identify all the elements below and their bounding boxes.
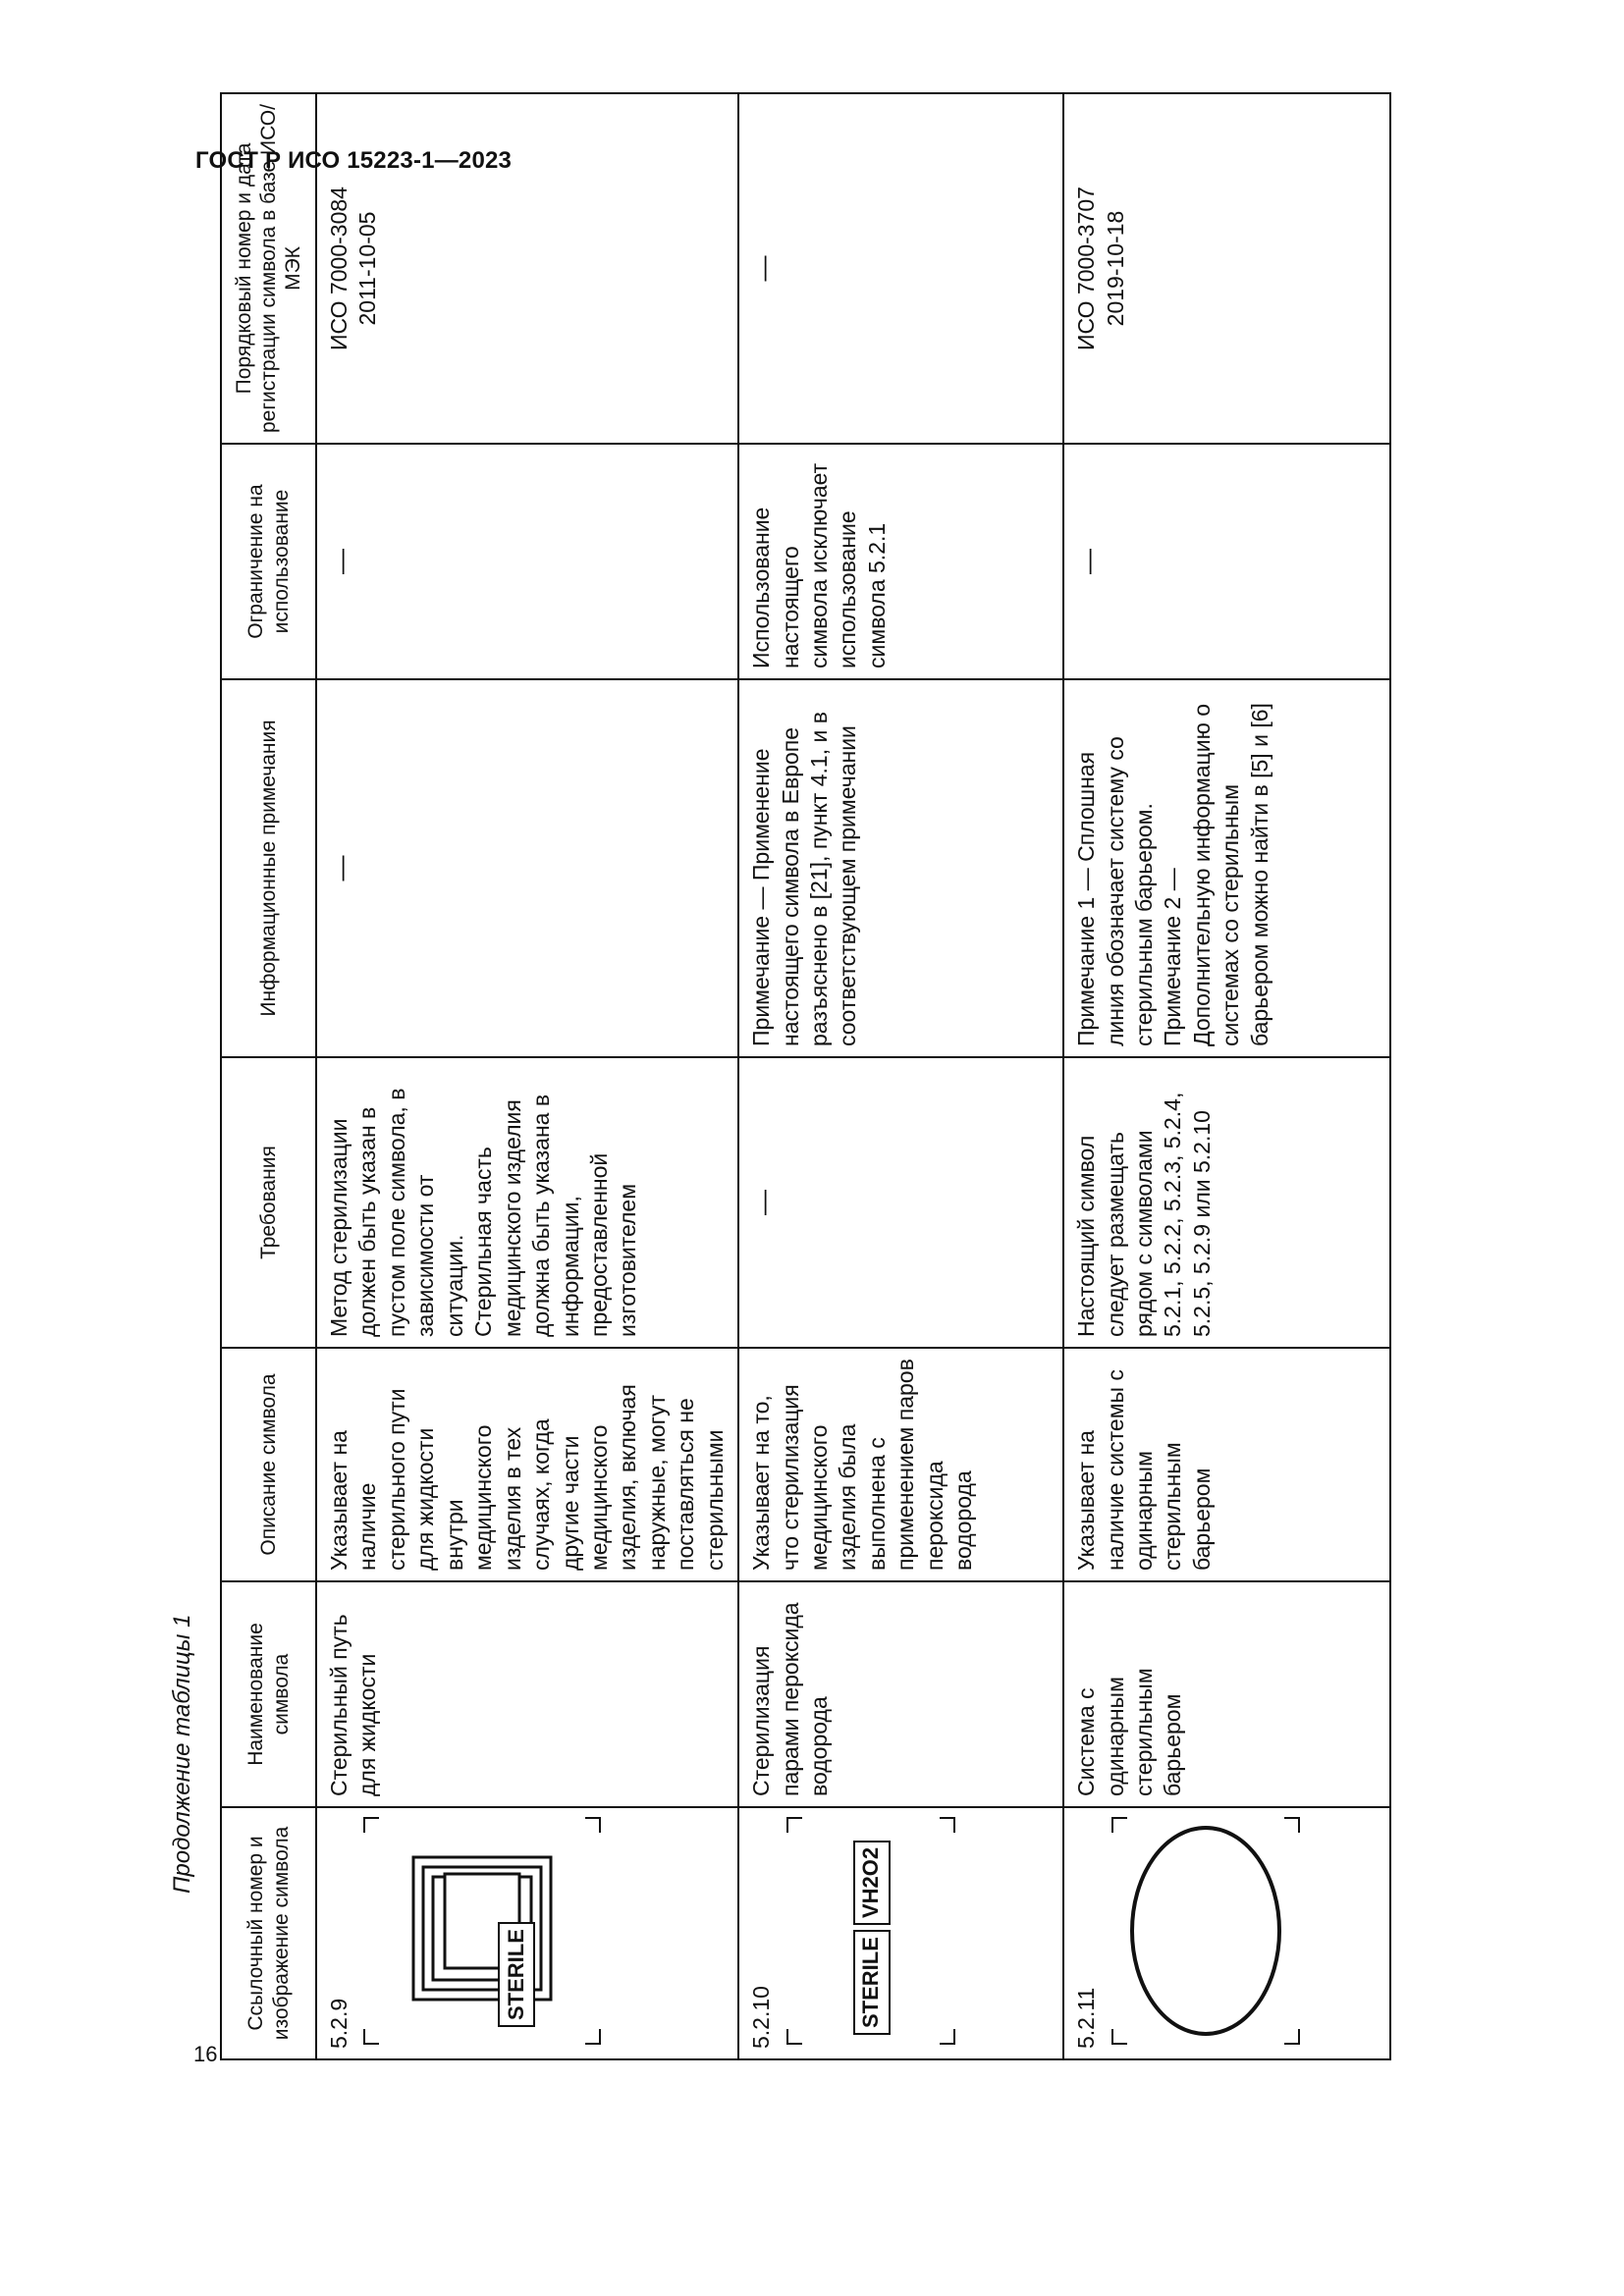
registration-cell	[316, 93, 738, 444]
name-cell	[1063, 1581, 1390, 1807]
sterile-vh2o2-icon	[783, 1813, 959, 2049]
table-caption: Продолжение таблицы 1	[169, 1614, 195, 1894]
symbol-description: Указывает на наличие системы с одинарным стерильным барьером	[1073, 1369, 1215, 1571]
notes-cell	[738, 679, 1063, 1057]
sterile-label: STERILE	[853, 1930, 891, 2035]
name-cell	[738, 1581, 1063, 1807]
ref-number: 5.2.9	[326, 1998, 352, 2049]
symbol-restriction: Использование настоящего символа исключает использование символа 5.2.1	[748, 462, 890, 668]
table-row	[738, 93, 1063, 2059]
ref-cell	[316, 1807, 738, 2059]
notes-cell	[1063, 679, 1390, 1057]
name-cell	[316, 1581, 738, 1807]
ref-number: 5.2.11	[1073, 1987, 1100, 2049]
requirements-cell	[1063, 1057, 1390, 1348]
description-cell	[738, 1348, 1063, 1581]
table-header-row	[221, 93, 316, 2059]
symbol-requirements: Метод стерилизации должен быть указан в пустом поле символа, в зависимости от ситуации. Стерильная часть медицинского изделия должна быть указана в информации, предоставленной изготовителем	[326, 1088, 641, 1337]
description-cell	[316, 1348, 738, 1581]
symbol-registration: ИСО 7000-3707 2019-10-18	[1073, 187, 1128, 350]
restriction-cell	[738, 444, 1063, 679]
ref-number: 5.2.10	[748, 1986, 775, 2049]
symbol-description: Указывает на наличие стерильного пути для жидкости внутри медицинского изделия в тех случаях, когда другие части медицинского изделия, включая наружные, могут поставляться не стерильными	[326, 1384, 728, 1571]
header-name: Наименование символа	[221, 1581, 316, 1807]
page-number: 16	[193, 2042, 218, 2066]
symbol-name: Стерильный путь для жидкости	[326, 1614, 381, 1796]
description-cell	[1063, 1348, 1390, 1581]
header-registration: Порядковый номер и дата регистрации символа в базе ИСО/МЭК	[221, 93, 316, 444]
registration-cell	[738, 93, 1063, 444]
registration-cell	[1063, 93, 1390, 444]
symbol-registration: ИСО 7000-3084 2011-10-05	[326, 187, 381, 350]
header-notes: Информационные примечания	[221, 679, 316, 1057]
requirements-cell	[316, 1057, 738, 1348]
single-sterile-barrier-icon	[1108, 1813, 1304, 2049]
header-description: Описание символа	[221, 1348, 316, 1581]
symbols-table	[220, 92, 1391, 2060]
symbol-restriction: —	[326, 549, 355, 574]
sterile-fluid-path-icon	[359, 1813, 605, 2049]
table-row	[316, 93, 738, 2059]
sterile-label: STERILE	[498, 1922, 535, 2027]
symbol-name: Система с одинарным стерильным барьером	[1073, 1668, 1186, 1796]
notes-cell	[316, 679, 738, 1057]
header-ref: Ссылочный номер и изображение символа	[221, 1807, 316, 2059]
symbol-requirements: Настоящий символ следует размещать рядом с символами 5.2.1, 5.2.2, 5.2.3, 5.2.4, 5.2.5, 5.2.9 или 5.2.10	[1073, 1092, 1215, 1337]
ref-cell	[1063, 1807, 1390, 2059]
requirements-cell	[738, 1057, 1063, 1348]
vh2o2-label: VH2O2	[853, 1841, 891, 1925]
restriction-cell	[316, 444, 738, 679]
symbol-restriction: —	[1073, 549, 1104, 574]
restriction-cell	[1063, 444, 1390, 679]
header-restriction: Ограничение на использование	[221, 444, 316, 679]
symbol-requirements: —	[748, 1190, 779, 1215]
table-row	[1063, 93, 1390, 2059]
symbol-notes: —	[326, 855, 355, 881]
symbol-description: Указывает на то, что стерилизация медицинского изделия была выполнена с применением паров пероксида водорода	[748, 1359, 977, 1571]
symbol-notes: Примечание 1 — Сплошная линия обозначает систему со стерильным барьером. Примечание 2 — Дополнительную информацию о системах со стерильным барьером можно найти в [5] и [6]	[1073, 703, 1272, 1046]
document-header: ГОСТ Р ИСО 15223-1—2023	[195, 147, 513, 174]
header-requirements: Требования	[221, 1057, 316, 1348]
symbol-name: Стерилизация парами пероксида водорода	[748, 1602, 832, 1796]
ref-cell	[738, 1807, 1063, 2059]
symbol-registration: —	[748, 255, 779, 282]
symbol-notes: Примечание — Применение настоящего символа в Европе разъяснено в [21], пункт 4.1, и в соответствующем примечании	[748, 712, 861, 1046]
